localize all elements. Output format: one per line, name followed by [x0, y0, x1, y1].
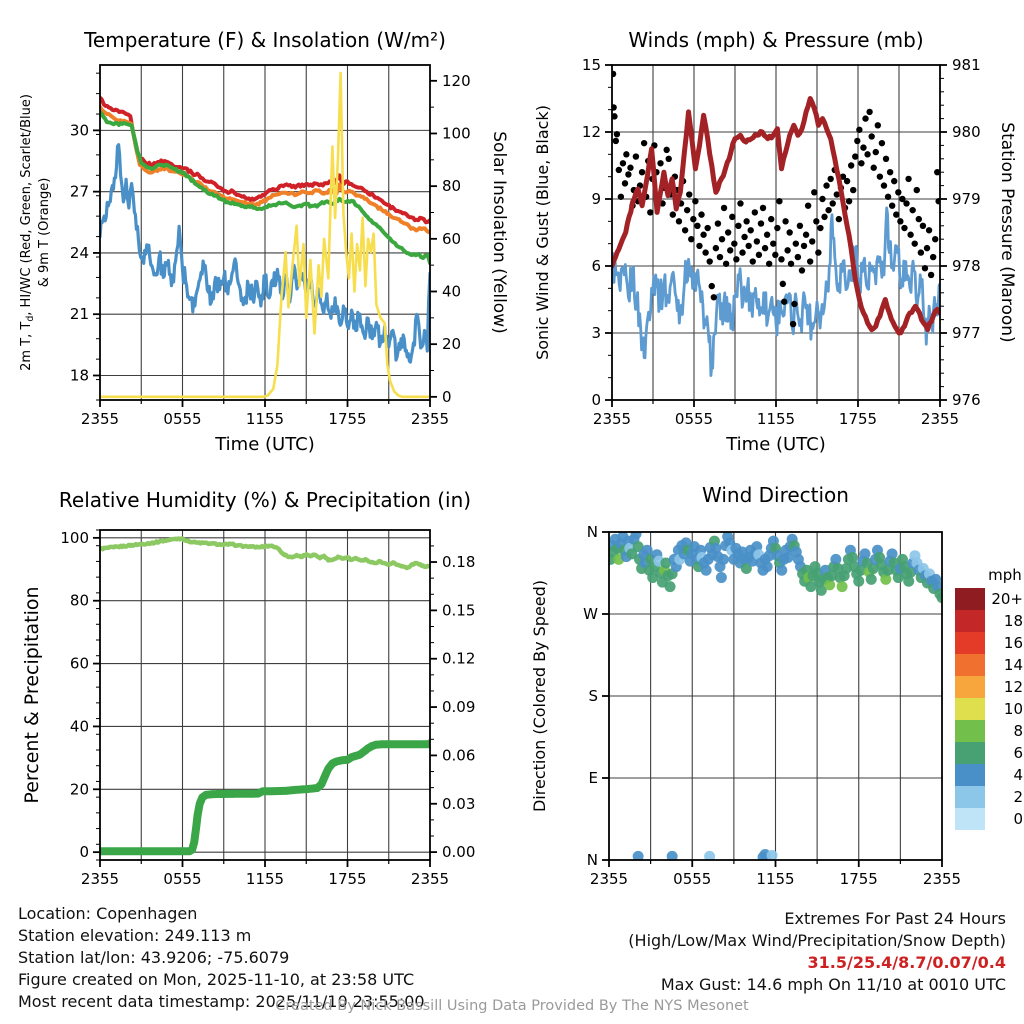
svg-text:0.03: 0.03 [442, 794, 476, 813]
svg-text:Station Pressure (Maroon): Station Pressure (Maroon) [997, 122, 1017, 343]
station-latlon: Station lat/lon: 43.9206; -75.6079 [18, 948, 290, 967]
svg-text:2355: 2355 [410, 410, 450, 428]
svg-text:8: 8 [1013, 722, 1023, 740]
svg-text:27: 27 [69, 182, 89, 201]
station-elevation: Station elevation: 249.113 m [18, 926, 252, 945]
svg-text:Percent & Precipitation: Percent & Precipitation [21, 586, 43, 804]
svg-text:N: N [586, 523, 598, 541]
extremes-subtitle: (High/Low/Max Wind/Precipitation/Snow Depth) [628, 931, 1006, 950]
svg-text:0.00: 0.00 [442, 843, 476, 862]
svg-text:0555: 0555 [163, 870, 202, 888]
svg-text:Wind Direction: Wind Direction [702, 483, 849, 507]
svg-text:2m T, Td, HI/WC (Red, Green, S: 2m T, $T_d$, HI/WC (Red, Green, Scarlet/Blue) [19, 94, 36, 371]
svg-text:Relative Humidity (%) & Precip: Relative Humidity (%) & Precipitation (in) [58, 488, 472, 512]
svg-text:Winds (mph) & Pressure (mb): Winds (mph) & Pressure (mb) [628, 28, 924, 52]
svg-text:0.15: 0.15 [442, 601, 476, 620]
svg-text:14: 14 [1003, 656, 1023, 674]
svg-text:60: 60 [69, 654, 89, 673]
extremes-block [628, 908, 1006, 996]
svg-text:4: 4 [1013, 766, 1023, 784]
max-gust: Max Gust: 14.6 mph On 11/10 at 0010 UTC [660, 975, 1006, 994]
svg-text:977: 977 [952, 324, 981, 342]
svg-text:Solar Insolation (Yellow): Solar Insolation (Yellow) [489, 131, 509, 334]
svg-text:N: N [586, 851, 598, 869]
svg-text:mph: mph [988, 566, 1022, 584]
svg-text:2: 2 [1013, 788, 1023, 806]
svg-text:0: 0 [591, 391, 601, 409]
svg-text:3: 3 [591, 324, 601, 342]
svg-text:6: 6 [591, 257, 601, 275]
svg-text:1755: 1755 [839, 870, 878, 888]
svg-text:Time (UTC): Time (UTC) [215, 434, 315, 455]
svg-text:980: 980 [952, 123, 981, 141]
svg-text:E: E [588, 769, 598, 787]
svg-text:W: W [583, 605, 598, 623]
svg-text:0.09: 0.09 [442, 698, 476, 717]
svg-text:1155: 1155 [756, 410, 796, 428]
winds-pressure-chart [512, 0, 1024, 480]
svg-text:2355: 2355 [410, 870, 450, 888]
extremes-title: Extremes For Past 24 Hours [784, 909, 1006, 928]
svg-text:1155: 1155 [245, 870, 285, 888]
svg-text:2355: 2355 [592, 410, 632, 428]
svg-text:20: 20 [69, 780, 89, 799]
station-location: Location: Copenhagen [18, 904, 198, 923]
svg-text:0: 0 [1013, 810, 1023, 828]
svg-text:18: 18 [1003, 612, 1023, 630]
svg-text:12: 12 [581, 123, 601, 141]
svg-text:2355: 2355 [589, 870, 629, 888]
svg-text:2355: 2355 [80, 870, 120, 888]
svg-text:18: 18 [69, 366, 89, 385]
svg-text:0555: 0555 [674, 410, 714, 428]
svg-text:0555: 0555 [163, 410, 202, 428]
svg-text:1155: 1155 [756, 870, 795, 888]
svg-text:40: 40 [69, 717, 89, 736]
svg-text:978: 978 [952, 257, 981, 275]
svg-text:30: 30 [69, 121, 89, 140]
svg-text:1755: 1755 [838, 410, 878, 428]
svg-text:80: 80 [442, 177, 462, 196]
svg-text:1155: 1155 [245, 410, 285, 428]
svg-text:20: 20 [442, 335, 462, 354]
svg-text:2355: 2355 [922, 870, 962, 888]
svg-text:120: 120 [442, 71, 471, 90]
svg-text:2355: 2355 [80, 410, 120, 428]
svg-text:S: S [588, 687, 598, 705]
svg-text:16: 16 [1003, 634, 1023, 652]
svg-text:6: 6 [1013, 744, 1023, 762]
svg-text:0: 0 [79, 843, 89, 862]
svg-text:10: 10 [1003, 700, 1023, 718]
svg-text:40: 40 [442, 282, 462, 301]
station-info [18, 903, 425, 1013]
svg-text:0555: 0555 [673, 870, 712, 888]
svg-text:1755: 1755 [328, 410, 367, 428]
wind-direction-chart [512, 480, 1024, 900]
svg-text:100: 100 [60, 528, 89, 547]
svg-text:0.18: 0.18 [442, 553, 476, 572]
svg-text:0: 0 [442, 387, 452, 406]
svg-text:Temperature (F) & Insolation (: Temperature (F) & Insolation (W/m²) [84, 28, 446, 52]
svg-text:21: 21 [69, 305, 89, 324]
extremes-values: 31.5/25.4/8.7/0.07/0.4 [807, 953, 1006, 972]
figure-created: Figure created on Mon, 2025-11-10, at 23:58 UTC [18, 970, 415, 989]
svg-text:15: 15 [581, 56, 601, 74]
svg-text:12: 12 [1003, 678, 1023, 696]
svg-text:0.06: 0.06 [442, 746, 476, 765]
svg-text:60: 60 [442, 229, 462, 248]
svg-text:24: 24 [69, 243, 89, 262]
credit-line: Created By Nick Bassill Using Data Provided By The NYS Mesonet [275, 998, 749, 1014]
svg-text:Direction (Colored By Speed): Direction (Colored By Speed) [530, 579, 549, 813]
svg-text:976: 976 [952, 391, 981, 409]
svg-text:Sonic Wind & Gust (Blue, Black: Sonic Wind & Gust (Blue, Black) [533, 105, 552, 360]
svg-text:Time (UTC): Time (UTC) [726, 434, 826, 455]
recent-timestamp: Most recent data timestamp: 2025/11/10 23:55:00 [18, 992, 425, 1011]
svg-text:20+: 20+ [991, 590, 1023, 608]
temperature-insolation-chart [0, 0, 512, 480]
svg-text:& 9m T (Orange): & 9m T (Orange) [37, 177, 52, 288]
svg-text:2355: 2355 [920, 410, 960, 428]
humidity-precipitation-chart [0, 480, 512, 900]
svg-text:0.12: 0.12 [442, 649, 476, 668]
svg-text:9: 9 [591, 190, 601, 208]
svg-text:100: 100 [442, 124, 471, 143]
svg-text:80: 80 [69, 591, 89, 610]
svg-text:1755: 1755 [328, 870, 367, 888]
svg-text:981: 981 [952, 56, 981, 74]
svg-text:979: 979 [952, 190, 981, 208]
